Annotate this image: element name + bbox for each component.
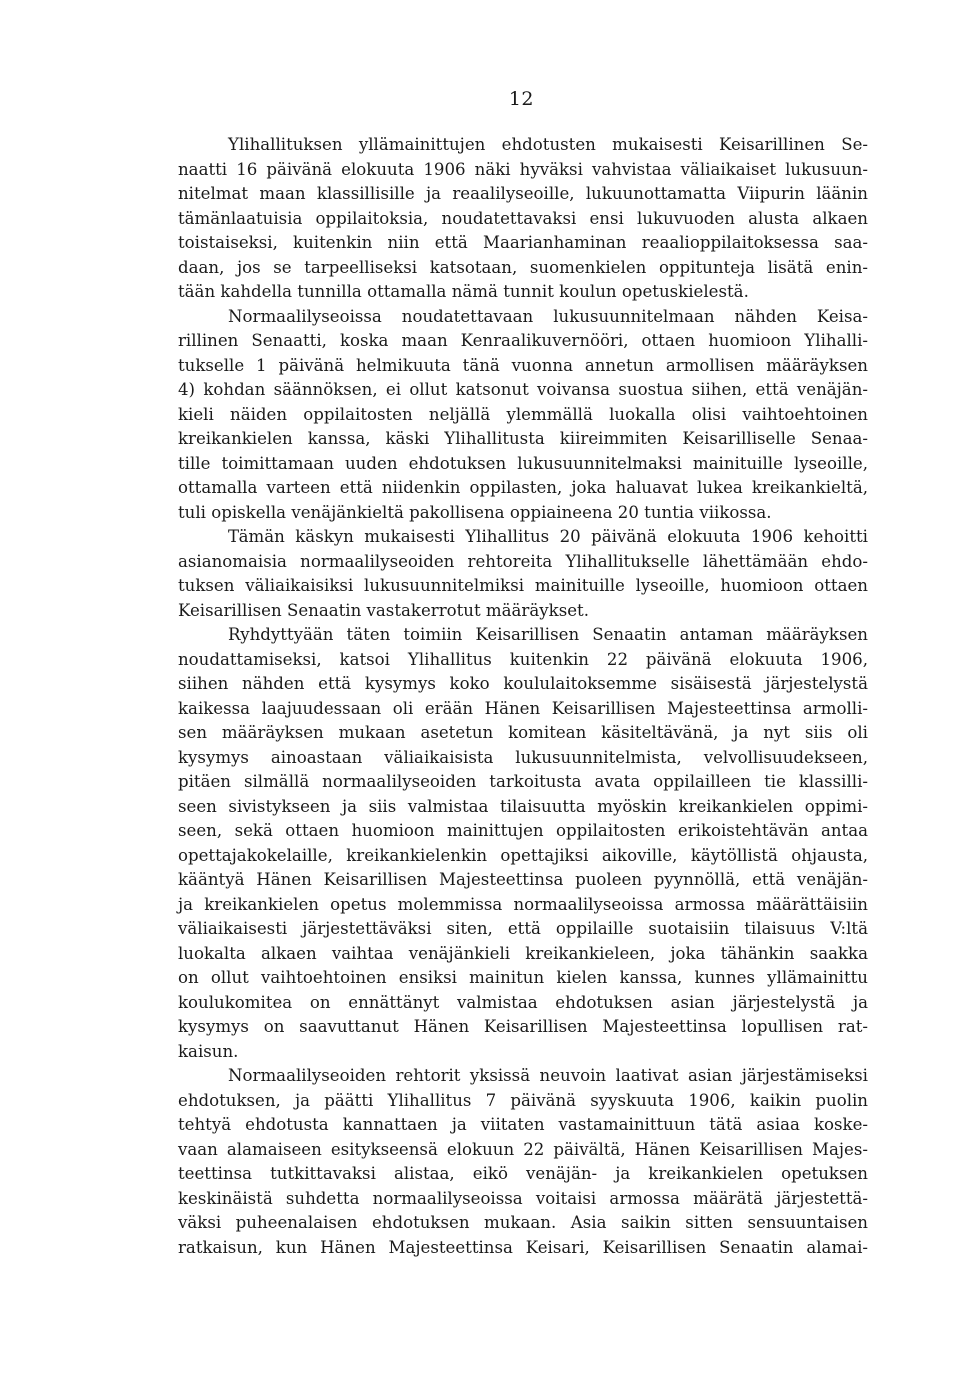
paragraph bbox=[178, 1064, 868, 1260]
text-line: seen, sekä ottaen huomioon mainittujen oppilaitosten erikoistehtävän antaa bbox=[178, 821, 868, 840]
text-line: ja kreikankielen opetus molemmissa normaalilyseoissa armossa määrättäisiin bbox=[178, 894, 868, 914]
text-line: rillinen Senaatti, koska maan Kenraalikuvernööri, ottaen huomioon Ylihalli- bbox=[178, 331, 868, 350]
text-line: tehtyä ehdotusta kannattaen ja viitaten vastamainittuun tätä asiaa koske- bbox=[178, 1115, 868, 1134]
text-line: toistaiseksi, kuitenkin niin että Maarianhaminan reaalioppilaitoksessa saa- bbox=[178, 233, 868, 252]
text-line: kääntyä Hänen Keisarillisen Majesteettinsa puoleen pyynnöllä, että venäjän- bbox=[178, 870, 868, 889]
text-line: naatti 16 päivänä elokuuta 1906 näki hyväksi vahvistaa väliaikaiset lukusuun- bbox=[178, 159, 868, 179]
body-text bbox=[178, 133, 868, 1260]
text-line: seen sivistykseen ja siis valmistaa tilaisuutta myöskin kreikankielen oppimi- bbox=[178, 796, 868, 816]
text-line: Ylihallituksen yllämainittujen ehdotusten mukaisesti Keisarillinen Se- bbox=[228, 135, 868, 154]
paragraph bbox=[178, 623, 868, 1064]
page-number: 12 bbox=[508, 88, 534, 110]
text-line: väliaikaisesti järjestettäväksi siten, että oppilaille suotaisiin tilaisuus V:ltä bbox=[178, 919, 868, 938]
text-line: Ryhdyttyään täten toimiin Keisarillisen Senaatin antaman määräyksen bbox=[228, 625, 868, 644]
text-line: pitäen silmällä normaalilyseoiden tarkoitusta avata oppilailleen tie klassilli- bbox=[178, 772, 868, 791]
text-line: Normaalilyseoiden rehtorit yksissä neuvoin laativat asian järjestämiseksi bbox=[228, 1066, 868, 1085]
text-line: kysymys on saavuttanut Hänen Keisarillisen Majesteettinsa lopullisen rat- bbox=[178, 1017, 868, 1036]
text-line: tukselle 1 päivänä helmikuuta tänä vuonna annetun armollisen määräyksen bbox=[178, 355, 868, 375]
text-line: väksi puheenalaisen ehdotuksen mukaan. Asia saikin sitten sensuuntaisen bbox=[178, 1213, 868, 1232]
text-line: kaikessa laajuudessaan oli erään Hänen Keisarillisen Majesteettinsa armolli- bbox=[178, 698, 868, 718]
text-line: noudattamiseksi, katsoi Ylihallitus kuitenkin 22 päivänä elokuuta 1906, bbox=[178, 649, 868, 669]
text-line: tuli opiskella venäjänkieltä pakollisena oppiaineena 20 tuntia viikossa. bbox=[178, 502, 772, 522]
text-line: teettinsa tutkittavaksi alistaa, eikö venäjän- ja kreikankielen opetuksen bbox=[178, 1164, 868, 1183]
text-line: ottamalla varteen että niidenkin oppilasten, joka haluavat lukea kreikankieltä, bbox=[178, 478, 868, 497]
text-line: koulukomitea on ennättänyt valmistaa ehdotuksen asian järjestelystä ja bbox=[178, 992, 868, 1012]
text-line: nitelmat maan klassillisille ja reaalilyseoille, lukuunottamatta Viipurin läänin bbox=[178, 184, 868, 203]
text-line: vaan alamaiseen esitykseensä elokuun 22 päivältä, Hänen Keisarillisen Majes- bbox=[178, 1139, 868, 1159]
text-line: 4) kohdan säännöksen, ei ollut katsonut voivansa suostua siihen, että venäjän- bbox=[178, 380, 868, 399]
text-line: tämänlaatuisia oppilaitoksia, noudatettavaksi ensi lukuvuoden alusta alkaen bbox=[178, 208, 868, 228]
paragraph bbox=[178, 305, 868, 526]
paragraph bbox=[178, 525, 868, 623]
text-line: kaisun. bbox=[178, 1041, 239, 1061]
text-line: luokalta alkaen vaihtaa venäjänkieli kreikankieleen, joka tähänkin saakka bbox=[178, 943, 868, 963]
text-line: daan, jos se tarpeelliseksi katsotaan, suomenkielen oppitunteja lisätä enin- bbox=[178, 257, 868, 277]
text-line: ehdotuksen, ja päätti Ylihallitus 7 päivänä syyskuuta 1906, kaikin puolin bbox=[178, 1090, 868, 1110]
text-line: asianomaisia normaalilyseoiden rehtoreita Ylihallitukselle lähettämään ehdo- bbox=[178, 551, 868, 571]
text-line: Tämän käskyn mukaisesti Ylihallitus 20 päivänä elokuuta 1906 kehoitti bbox=[228, 527, 868, 546]
text-line: keskinäistä suhdetta normaalilyseoissa voitaisi armossa määrätä järjestettä- bbox=[178, 1188, 868, 1208]
text-line: siihen nähden että kysymys koko koululaitoksemme sisäisestä järjestelystä bbox=[178, 674, 868, 693]
text-line: kieli näiden oppilaitosten neljällä ylemmällä luokalla olisi vaihtoehtoinen bbox=[178, 404, 868, 424]
text-line: kreikankielen kanssa, käski Ylihallitusta kiireimmiten Keisarilliselle Senaa- bbox=[178, 429, 868, 448]
text-line: Keisarillisen Senaatin vastakerrotut määräykset. bbox=[178, 600, 589, 620]
text-line: opettajakokelaille, kreikankielenkin opettajiksi aikoville, käytöllistä ohjausta, bbox=[178, 845, 868, 865]
text-line: tään kahdella tunnilla ottamalla nämä tunnit koulun opetuskielestä. bbox=[178, 282, 749, 301]
text-line: tuksen väliaikaisiksi lukusuunnitelmiksi mainituille lyseoille, huomioon ottaen bbox=[178, 576, 868, 595]
text-line: ratkaisun, kun Hänen Majesteettinsa Keisari, Keisarillisen Senaatin alamai- bbox=[178, 1237, 868, 1257]
text-line: on ollut vaihtoehtoinen ensiksi mainitun kielen kanssa, kunnes yllämainittu bbox=[178, 968, 868, 987]
text-line: Normaalilyseoissa noudatettavaan lukusuunnitelmaan nähden Keisa- bbox=[228, 306, 868, 326]
text-line: tille toimittamaan uuden ehdotuksen lukusuunnitelmaksi mainituille lyseoille, bbox=[178, 453, 868, 473]
text-line: sen määräyksen mukaan asetetun komitean käsiteltävänä, ja nyt siis oli bbox=[178, 723, 868, 742]
paragraph bbox=[178, 133, 868, 305]
text-line: kysymys ainoastaan väliaikaisista lukusuunnitelmista, velvollisuudekseen, bbox=[178, 747, 868, 767]
